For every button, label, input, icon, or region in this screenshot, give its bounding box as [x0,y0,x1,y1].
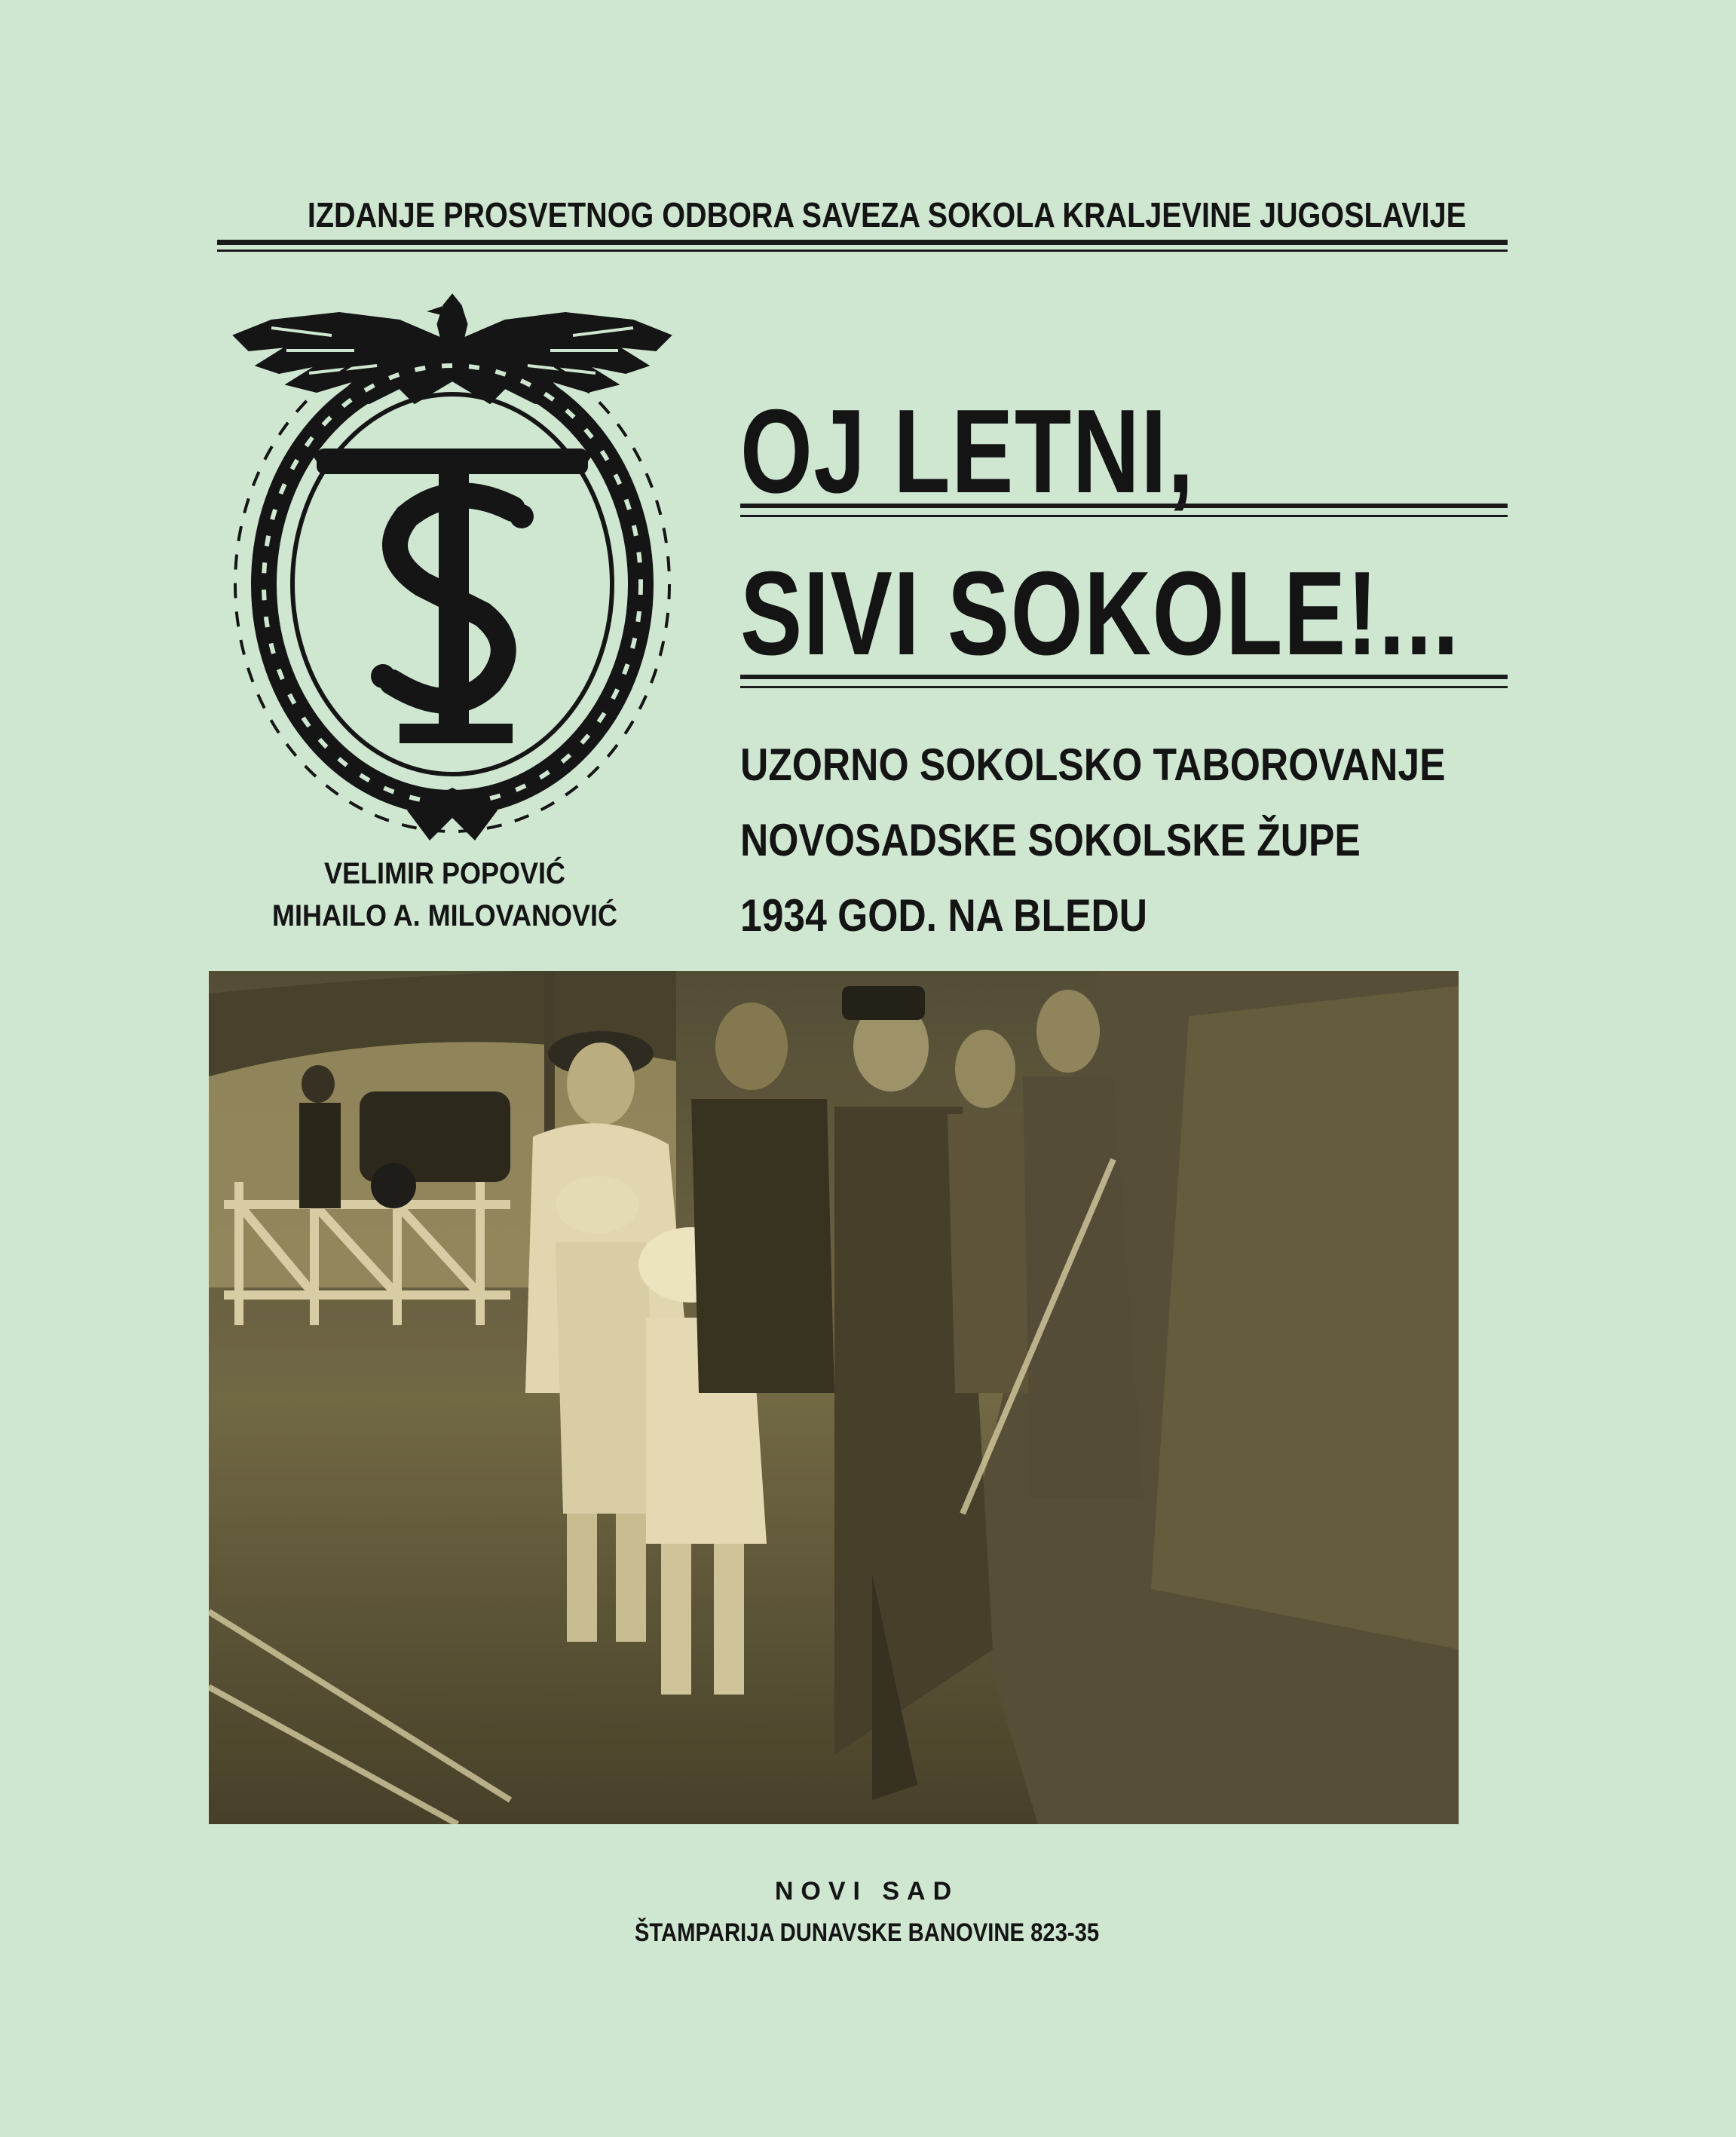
title-line-1: OJ LETNI, [740,385,1195,518]
title-line-2: SIVI SOKOLE!... [740,547,1460,680]
group-of-people-at-camp-photo [209,971,1459,1824]
sokol-emblem-icon [226,290,678,844]
subtitle-line-3: 1934 GOD. NA BLEDU [740,890,1148,941]
title-rule-2 [740,675,1508,688]
header-rule [217,240,1508,252]
subtitle-line-2: NOVOSADSKE SOKOLSKE ŽUPE [740,815,1361,865]
footer-city: NOVI SAD [774,1877,960,1906]
subtitle-line-1: UZORNO SOKOLSKO TABOROVANJE [740,739,1446,790]
footer-printer: ŠTAMPARIJA DUNAVSKE BANOVINE 823-35 [634,1918,1100,1947]
author-1: VELIMIR POPOVIĆ [323,857,566,890]
publisher-line: IZDANJE PROSVETNOG ODBORA SAVEZA SOKOLA KRALJEVINE JUGOSLAVIJE [307,195,1467,234]
title-rule-1 [740,504,1508,517]
author-2: MIHAILO A. MILOVANOVIĆ [272,899,617,932]
